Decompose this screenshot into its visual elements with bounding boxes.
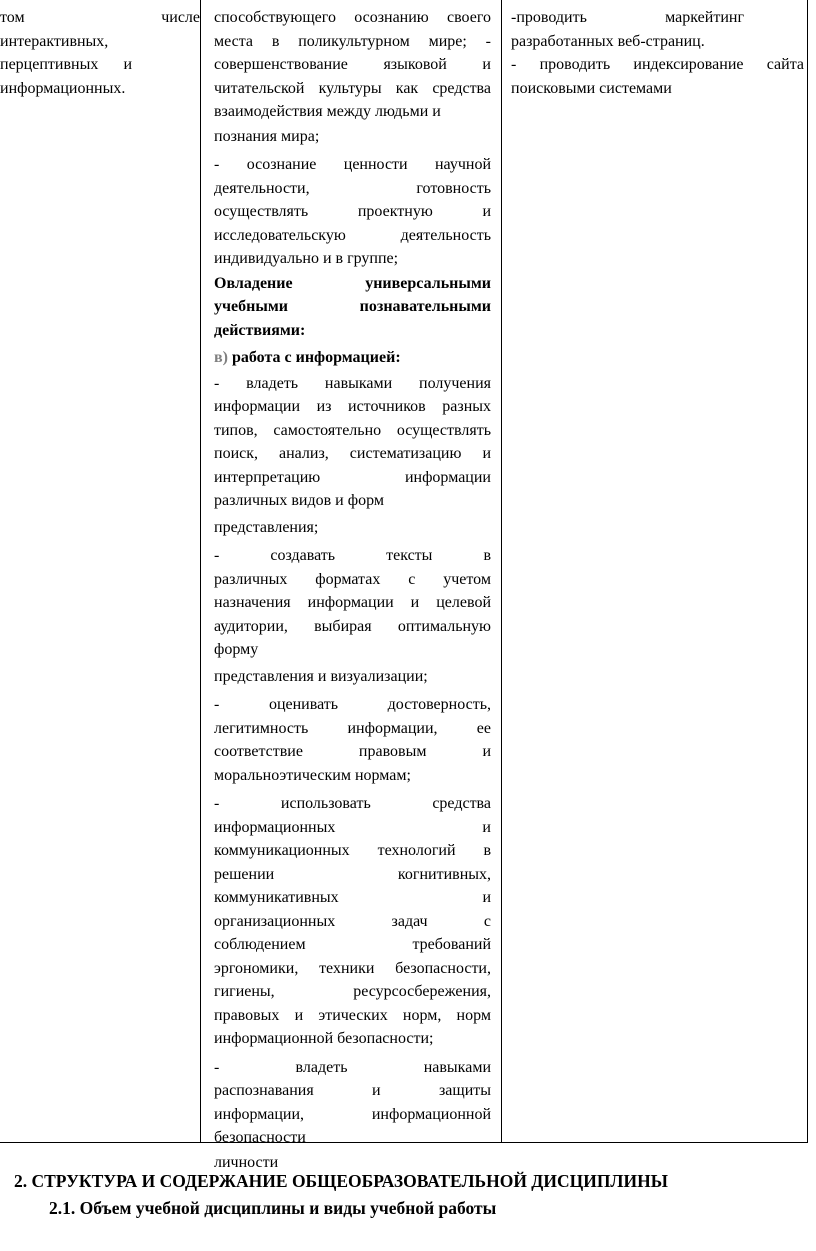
cell-line: безопасности xyxy=(214,1129,306,1146)
cell-line: легитимность информации, ее xyxy=(214,719,491,737)
section-heading-line: учебными познавательными xyxy=(214,298,491,315)
subheading-line xyxy=(214,346,491,370)
cell-line: правовых и этических норм, норм xyxy=(214,1006,491,1024)
cell-line: представления; xyxy=(214,518,319,536)
cell-line: - осознание ценности научной xyxy=(214,156,491,173)
cell-line: информационных. xyxy=(0,79,126,97)
section-heading: 2. СТРУКТУРА И СОДЕРЖАНИЕ ОБЩЕОБРАЗОВАТЕЛЬНОЙ ДИСЦИПЛИНЫ xyxy=(14,1171,668,1191)
section-heading-line: действиями: xyxy=(214,321,306,339)
cell-line: поиск, анализ, систематизацию и xyxy=(214,445,491,462)
cell-line: совершенствование языковой и xyxy=(214,56,491,73)
cell-line: - владеть навыками xyxy=(214,1058,491,1076)
cell-line: соблюдением требований xyxy=(214,936,491,953)
cell-line: аудитории, выбирая оптимальную xyxy=(214,617,491,635)
subheading-text: работа с информацией: xyxy=(231,349,401,366)
cell-line: информационных и xyxy=(214,818,491,836)
cell-line: разработанных веб-страниц. xyxy=(511,32,705,50)
cell-line: организационных задач с xyxy=(214,912,491,930)
cell-text: и xyxy=(123,56,132,73)
cell-line: интерпретацию информации xyxy=(214,468,491,486)
cell-line: -проводить маркейтинг xyxy=(511,9,744,26)
cell-line: - оценивать достоверность, xyxy=(214,696,491,713)
cell-text: том xyxy=(0,9,25,26)
cell-line: информации из источников разных xyxy=(214,398,491,415)
cell-line: распознавания и защиты xyxy=(214,1082,491,1099)
cell-line: деятельности, готовность xyxy=(214,179,491,197)
cell-line: читательской культуры как средства xyxy=(214,79,491,97)
cell-line: - владеть навыками получения xyxy=(214,374,491,392)
cell-line: осуществлять проектную и xyxy=(214,203,491,220)
cell-line: способствующего осознанию своего xyxy=(214,9,491,26)
cell-line: - создавать тексты в xyxy=(214,547,491,564)
cell-line: личности xyxy=(214,1153,279,1171)
table-cell-column-1 xyxy=(0,0,200,1142)
cell-line: поисковыми системами xyxy=(511,79,672,97)
cell-line: индивидуально и в группе; xyxy=(214,250,399,267)
cell-line: форму xyxy=(214,641,259,658)
cell-line: взаимодействия между людьми и xyxy=(214,103,441,120)
cell-line: различных видов и форм xyxy=(214,492,384,509)
cell-line: познания мира; xyxy=(214,127,320,145)
cell-line: информационной безопасности; xyxy=(214,1030,434,1047)
list-marker: в) xyxy=(214,349,228,366)
cell-line: типов, самостоятельно осуществлять xyxy=(214,421,491,439)
cell-line: эргономики, техники безопасности, xyxy=(214,959,491,977)
cell-line: коммуникационных технологий в xyxy=(214,842,491,859)
cell-line: различных форматах с учетом xyxy=(214,570,491,588)
cell-line: гигиены, ресурсосбережения, xyxy=(214,983,491,1000)
cell-line: информации, информационной xyxy=(214,1105,491,1123)
cell-line xyxy=(0,53,200,77)
section-heading-line: Овладение универсальными xyxy=(214,274,491,292)
cell-line: исследовательскую деятельность xyxy=(214,226,491,244)
cell-text: перцептивных xyxy=(0,56,99,73)
cell-line: - использовать средства xyxy=(214,795,491,812)
cell-text: числе xyxy=(161,9,200,26)
table-cell-column-3 xyxy=(501,0,808,1142)
cell-line: коммуникативных и xyxy=(214,889,491,906)
subsection-heading: 2.1. Объем учебной дисциплины и виды учебной работы xyxy=(49,1198,497,1218)
cell-line: интерактивных, xyxy=(0,32,109,50)
cell-line: решении когнитивных, xyxy=(214,865,491,883)
cell-line: моральноэтическим нормам; xyxy=(214,766,411,784)
cell-line: места в поликультурном мире; - xyxy=(214,32,491,50)
cell-line: соответствие правовым и xyxy=(214,743,491,760)
table-cell-column-2 xyxy=(200,0,501,1171)
cell-line: - проводить индексирование сайта xyxy=(511,56,804,73)
cell-line xyxy=(0,6,200,30)
cell-line: представления и визуализации; xyxy=(214,667,428,685)
cell-line: назначения информации и целевой xyxy=(214,594,491,611)
